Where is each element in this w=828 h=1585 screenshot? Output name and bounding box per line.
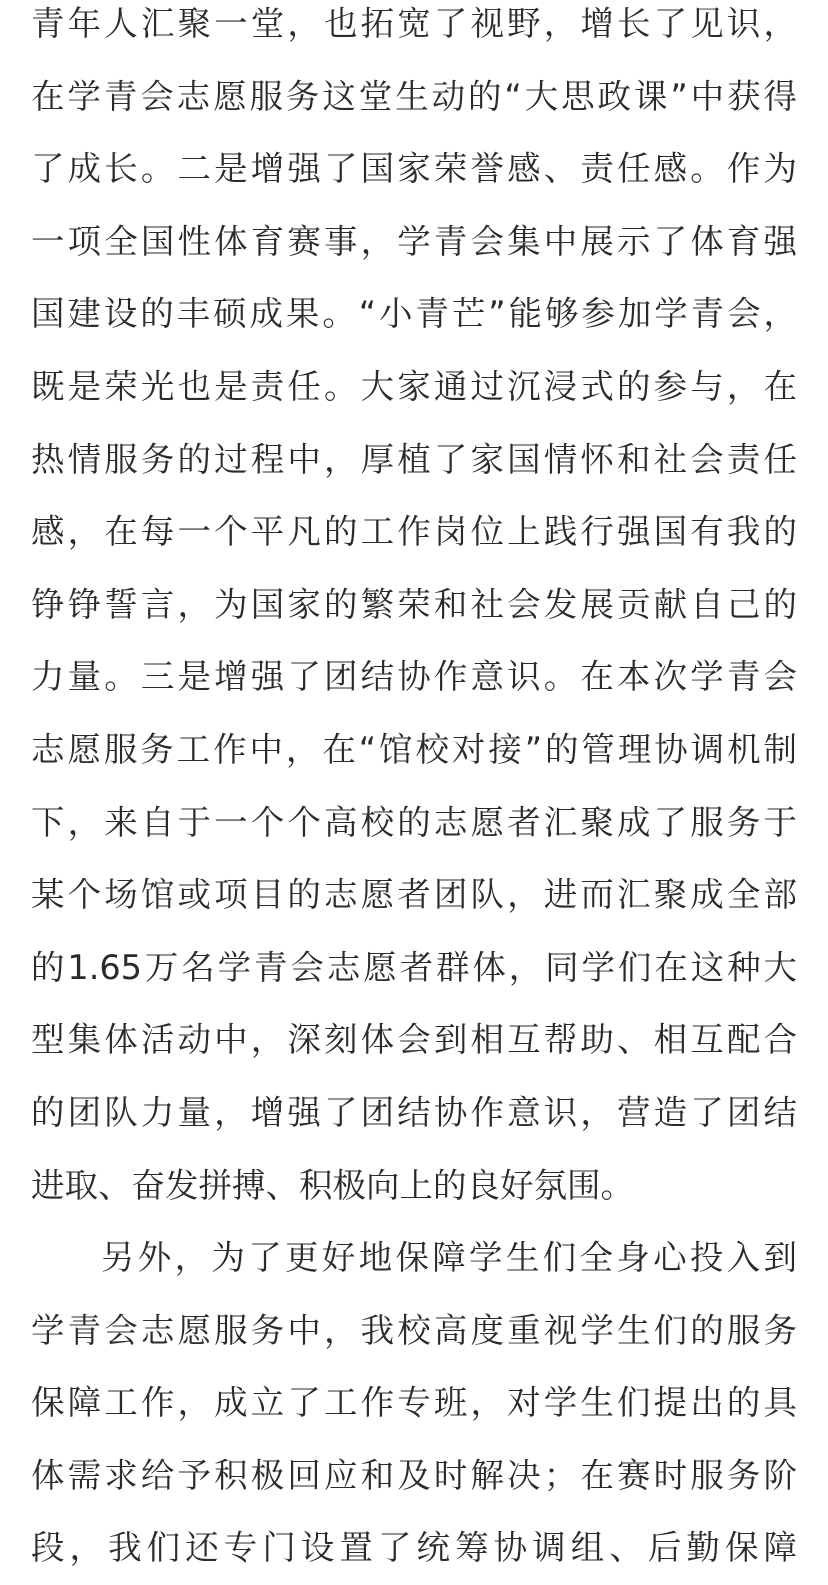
text-line: 了成长。二是增强了国家荣誉感、责任感。作为 xyxy=(31,149,797,189)
text-line: 的1.65万名学青会志愿者群体，同学们在这种大 xyxy=(31,947,797,987)
text-line: 另外，为了更好地保障学生们全身心投入到 xyxy=(101,1238,797,1278)
text-line: 体需求给予积极回应和及时解决；在赛时服务阶 xyxy=(31,1455,797,1495)
text-line: 铮铮誓言，为国家的繁荣和社会发展贡献自己的 xyxy=(31,584,797,624)
paragraph xyxy=(31,0,797,1222)
paragraph xyxy=(31,1222,797,1585)
text-line: 在学青会志愿服务这堂生动的“大思政课”中获得 xyxy=(31,76,797,116)
text-line: 段，我们还专门设置了统筹协调组、后勤保障 xyxy=(31,1528,797,1568)
text-line: 志愿服务工作中，在“馆校对接”的管理协调机制 xyxy=(31,729,797,769)
text-line: 既是荣光也是责任。大家通过沉浸式的参与，在 xyxy=(31,366,797,406)
text-line: 热情服务的过程中，厚植了家国情怀和社会责任 xyxy=(31,439,797,479)
text-line: 感，在每一个平凡的工作岗位上践行强国有我的 xyxy=(31,512,797,552)
article-body xyxy=(31,0,797,1585)
text-line: 某个场馆或项目的志愿者团队，进而汇聚成全部 xyxy=(31,875,797,915)
text-line: 一项全国性体育赛事，学青会集中展示了体育强 xyxy=(31,221,797,261)
text-line: 学青会志愿服务中，我校高度重视学生们的服务 xyxy=(31,1310,797,1350)
text-line: 力量。三是增强了团结协作意识。在本次学青会 xyxy=(31,657,797,697)
text-line: 进取、奋发拼搏、积极向上的良好氛围。 xyxy=(31,1165,634,1205)
text-line: 型集体活动中，深刻体会到相互帮助、相互配合 xyxy=(31,1020,797,1060)
text-line: 的团队力量，增强了团结协作意识，营造了团结 xyxy=(31,1092,797,1132)
text-line: 保障工作，成立了工作专班，对学生们提出的具 xyxy=(31,1383,797,1423)
text-line: 下，来自于一个个高校的志愿者汇聚成了服务于 xyxy=(31,802,797,842)
text-line: 国建设的丰硕成果。“小青芒”能够参加学青会， xyxy=(31,294,797,334)
text-line: 青年人汇聚一堂，也拓宽了视野，增长了见识， xyxy=(31,4,797,43)
